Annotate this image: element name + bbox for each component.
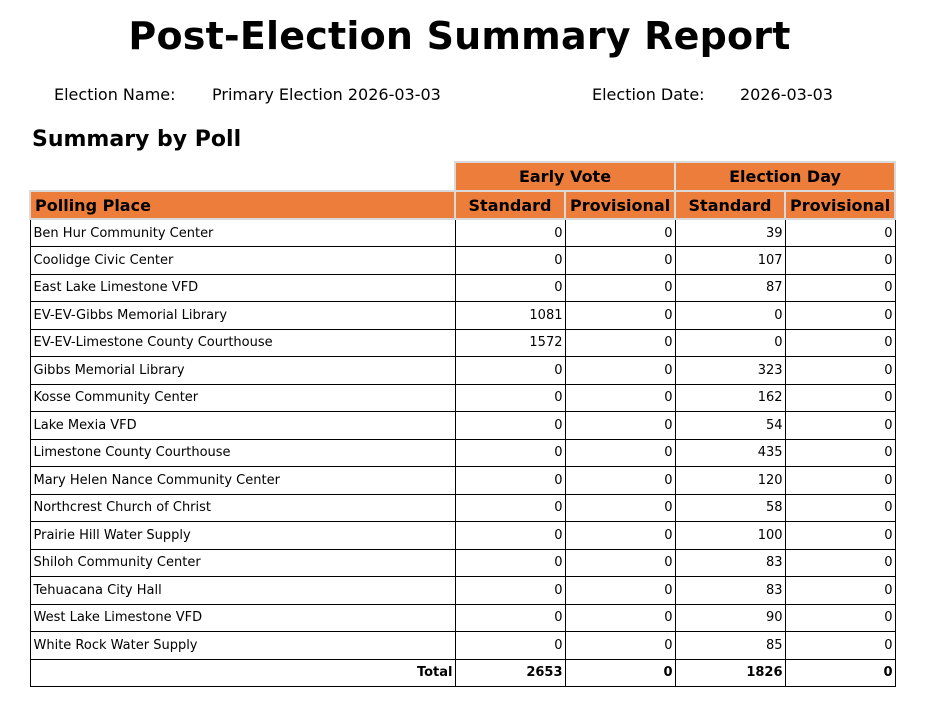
table-row — [30, 329, 895, 357]
cell-ev-standard: 0 — [455, 384, 565, 412]
cell-polling-place: West Lake Limestone VFD — [30, 604, 455, 632]
total-ev-provisional: 0 — [565, 659, 675, 686]
total-row — [30, 659, 895, 686]
cell-polling-place: EV-EV-Limestone County Courthouse — [30, 329, 455, 357]
cell-polling-place: Lake Mexia VFD — [30, 412, 455, 440]
cell-ed-provisional: 0 — [785, 577, 895, 605]
cell-ev-provisional: 0 — [565, 329, 675, 357]
cell-ev-provisional: 0 — [565, 549, 675, 577]
table-row — [30, 384, 895, 412]
group-header-election-day: Election Day — [675, 162, 895, 191]
cell-ed-standard: 87 — [675, 274, 785, 302]
cell-ed-provisional: 0 — [785, 384, 895, 412]
cell-polling-place: Shiloh Community Center — [30, 549, 455, 577]
cell-ed-provisional: 0 — [785, 549, 895, 577]
cell-ev-provisional: 0 — [565, 632, 675, 660]
cell-polling-place: Prairie Hill Water Supply — [30, 522, 455, 550]
group-header-row — [30, 162, 895, 191]
cell-ed-standard: 90 — [675, 604, 785, 632]
cell-ed-standard: 85 — [675, 632, 785, 660]
cell-ev-standard: 0 — [455, 219, 565, 247]
column-header-ev-provisional: Provisional — [565, 191, 675, 219]
cell-ev-standard: 0 — [455, 274, 565, 302]
table-row — [30, 439, 895, 467]
cell-ed-provisional: 0 — [785, 632, 895, 660]
summary-by-poll-table — [29, 161, 896, 687]
cell-ed-provisional: 0 — [785, 412, 895, 440]
cell-ed-provisional: 0 — [785, 604, 895, 632]
cell-ev-standard: 0 — [455, 494, 565, 522]
cell-ed-provisional: 0 — [785, 494, 895, 522]
cell-ev-standard: 1081 — [455, 302, 565, 330]
group-header-blank — [30, 162, 455, 191]
cell-polling-place: East Lake Limestone VFD — [30, 274, 455, 302]
table-row — [30, 604, 895, 632]
cell-ev-provisional: 0 — [565, 219, 675, 247]
election-date-value: 2026-03-03 — [740, 85, 833, 104]
election-date-label: Election Date: — [592, 85, 705, 104]
cell-ed-provisional: 0 — [785, 522, 895, 550]
cell-ev-provisional: 0 — [565, 439, 675, 467]
table-row — [30, 302, 895, 330]
cell-polling-place: Tehuacana City Hall — [30, 577, 455, 605]
cell-ev-provisional: 0 — [565, 494, 675, 522]
cell-ed-provisional: 0 — [785, 467, 895, 495]
table-row — [30, 467, 895, 495]
cell-polling-place: Ben Hur Community Center — [30, 219, 455, 247]
cell-ev-standard: 0 — [455, 357, 565, 385]
cell-polling-place: Mary Helen Nance Community Center — [30, 467, 455, 495]
column-header-row — [30, 191, 895, 219]
cell-ed-standard: 83 — [675, 577, 785, 605]
report-title: Post-Election Summary Report — [128, 14, 791, 58]
table-body — [30, 219, 895, 686]
column-header-polling-place: Polling Place — [30, 191, 455, 219]
table-row — [30, 577, 895, 605]
table-row — [30, 549, 895, 577]
cell-ed-standard: 0 — [675, 302, 785, 330]
cell-ev-provisional: 0 — [565, 357, 675, 385]
cell-ev-standard: 0 — [455, 632, 565, 660]
cell-polling-place: EV-EV-Gibbs Memorial Library — [30, 302, 455, 330]
total-ed-standard: 1826 — [675, 659, 785, 686]
total-ev-standard: 2653 — [455, 659, 565, 686]
cell-ed-standard: 39 — [675, 219, 785, 247]
cell-ed-provisional: 0 — [785, 357, 895, 385]
section-title: Summary by Poll — [32, 127, 242, 152]
table-row — [30, 247, 895, 275]
cell-ed-provisional: 0 — [785, 302, 895, 330]
cell-polling-place: Kosse Community Center — [30, 384, 455, 412]
cell-ed-provisional: 0 — [785, 247, 895, 275]
cell-ev-provisional: 0 — [565, 604, 675, 632]
cell-ev-standard: 1572 — [455, 329, 565, 357]
table-row — [30, 632, 895, 660]
table-row — [30, 522, 895, 550]
column-header-ed-standard: Standard — [675, 191, 785, 219]
cell-ev-standard: 0 — [455, 604, 565, 632]
table-row — [30, 412, 895, 440]
cell-ev-standard: 0 — [455, 549, 565, 577]
cell-ev-provisional: 0 — [565, 302, 675, 330]
cell-ev-standard: 0 — [455, 412, 565, 440]
cell-ev-standard: 0 — [455, 467, 565, 495]
cell-ed-standard: 58 — [675, 494, 785, 522]
election-name-label: Election Name: — [54, 85, 176, 104]
cell-ed-standard: 162 — [675, 384, 785, 412]
cell-polling-place: Coolidge Civic Center — [30, 247, 455, 275]
cell-ed-provisional: 0 — [785, 329, 895, 357]
cell-polling-place: Limestone County Courthouse — [30, 439, 455, 467]
cell-ev-provisional: 0 — [565, 274, 675, 302]
cell-ed-standard: 100 — [675, 522, 785, 550]
column-header-ed-provisional: Provisional — [785, 191, 895, 219]
cell-ed-standard: 0 — [675, 329, 785, 357]
cell-polling-place: White Rock Water Supply — [30, 632, 455, 660]
cell-ev-provisional: 0 — [565, 577, 675, 605]
cell-ed-standard: 323 — [675, 357, 785, 385]
cell-ev-provisional: 0 — [565, 467, 675, 495]
cell-ev-provisional: 0 — [565, 522, 675, 550]
group-header-early-vote: Early Vote — [455, 162, 675, 191]
cell-ev-provisional: 0 — [565, 247, 675, 275]
total-label: Total — [30, 659, 455, 686]
cell-ev-provisional: 0 — [565, 412, 675, 440]
table-row — [30, 494, 895, 522]
cell-ed-standard: 107 — [675, 247, 785, 275]
cell-ed-provisional: 0 — [785, 274, 895, 302]
column-header-ev-standard: Standard — [455, 191, 565, 219]
cell-ed-standard: 435 — [675, 439, 785, 467]
cell-ed-standard: 83 — [675, 549, 785, 577]
table-row — [30, 219, 895, 247]
cell-ev-standard: 0 — [455, 522, 565, 550]
cell-ed-standard: 120 — [675, 467, 785, 495]
table-row — [30, 274, 895, 302]
cell-ed-provisional: 0 — [785, 439, 895, 467]
election-name-value: Primary Election 2026-03-03 — [212, 85, 441, 104]
cell-ev-provisional: 0 — [565, 384, 675, 412]
table-row — [30, 357, 895, 385]
cell-ed-standard: 54 — [675, 412, 785, 440]
cell-ed-provisional: 0 — [785, 219, 895, 247]
cell-ev-standard: 0 — [455, 439, 565, 467]
cell-ev-standard: 0 — [455, 577, 565, 605]
cell-ev-standard: 0 — [455, 247, 565, 275]
cell-polling-place: Northcrest Church of Christ — [30, 494, 455, 522]
cell-polling-place: Gibbs Memorial Library — [30, 357, 455, 385]
total-ed-provisional: 0 — [785, 659, 895, 686]
